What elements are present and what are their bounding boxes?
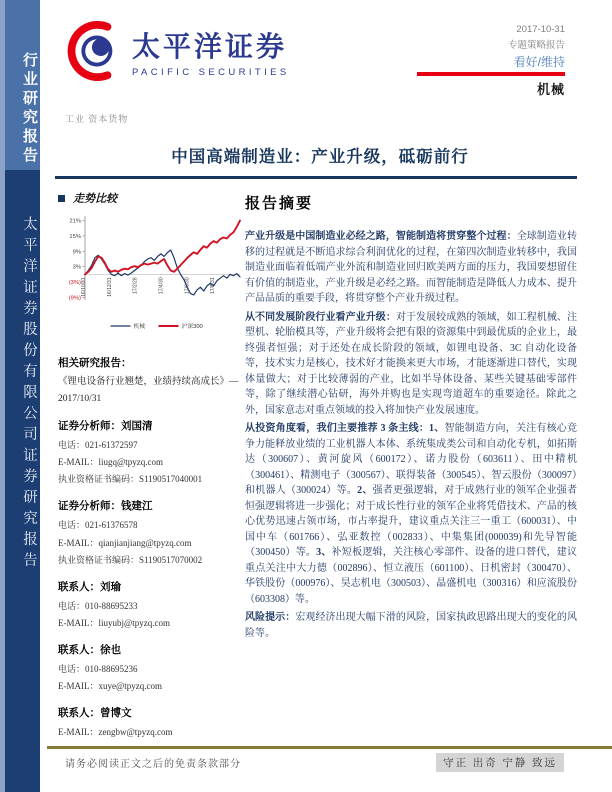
contact-phone: 电话：010-88695236	[58, 663, 138, 674]
svg-text:15%: 15%	[69, 233, 81, 240]
svg-text:机械: 机械	[133, 324, 146, 330]
svg-text:(9%): (9%)	[68, 295, 81, 302]
contact-email: E-MAIL：zengbw@tpyzq.com	[58, 727, 173, 738]
related-reports	[58, 355, 242, 408]
svg-text:(3%): (3%)	[68, 280, 81, 287]
svg-text:9%: 9%	[72, 249, 81, 256]
trend-comparison-chart	[58, 212, 244, 336]
svg-text:17/6/30: 17/6/30	[184, 277, 191, 295]
svg-text:3%: 3%	[72, 264, 81, 271]
contact-heading: 联系人：曾博文	[58, 708, 132, 720]
analyst-block-2	[58, 498, 242, 568]
sidebar-category-label: 行业研究报告	[21, 52, 37, 166]
p3-point1-num: 1、	[429, 423, 445, 434]
pacific-securities-logo-icon	[62, 20, 124, 82]
contact-block-2	[58, 642, 242, 695]
analyst-heading: 证券分析师：钱建江	[58, 501, 153, 513]
footer-motto: 守正 出奇 宁静 致远	[436, 753, 564, 772]
risk-lead: 风险提示：	[245, 612, 296, 623]
svg-text:17/4/30: 17/4/30	[158, 277, 165, 295]
risk-text: 宏观经济出现大幅下滑的风险，国家执政思路出现大的变化的风险等。	[245, 612, 577, 639]
rating-badge: 看好/维持	[513, 55, 565, 69]
p1-text: 全球制造业转移的过程就是不断追求综合利润优化的过程，在第四次制造业转移中，我国制造业面临着低端产业外流和制造业回归欧美两方面的压力，我国要想留住有价值的制造业，产业升级是必经之路。而智能制造是降低人力成本、提升产品品质的重要手段，将贯穿整个产业升级过程。	[245, 231, 577, 304]
trend-section-label: 走势比较	[73, 193, 117, 205]
rating-underline	[417, 72, 565, 76]
svg-text:沪深300: 沪深300	[181, 324, 203, 330]
contact-heading: 联系人：刘瑜	[58, 581, 121, 593]
analyst-cert: 执业资格证书编码：S1190517040001	[58, 474, 203, 485]
left-column	[58, 190, 242, 741]
brand-name-cn: 太平洋证券	[132, 30, 288, 62]
p2-text: 对于发展较成熟的领域，如工程机械、注塑机、轮胎模具等，产业升级将会把有限的资源集中到最优质的企业上，最终强者恒强；对于还处在成长阶段的领域，如锂电设备、3C 自动化设备等，技术实力是核心，技术好才能换来更大市场，才能逐渐进口替代，实现体量做大；对于比较薄弱的产业，比如半导体设备、某些关键基础零部件等，除了继续潜心钻研，海外并购也是实现弯道超车的重要途径。除此之外，国家意志对重点领域的投入将加快产业发展速度。	[245, 311, 577, 416]
summary-paragraph-1	[245, 229, 577, 307]
report-date: 2017-10-31	[516, 24, 565, 35]
analyst-cert: 执业资格证书编码：S1190517070002	[58, 554, 203, 565]
footer-disclaimer: 请务必阅读正文之后的免责条款部分	[65, 759, 241, 770]
p3-point1-text: 智能制造方向，关注有核心竞争力能释放业绩的工业机器人本体、系统集成类公司和自动化专机，如拓斯达（300607）、黄河旋风（600172）、诺力股份（603611）、田中精机（300461）、精测电子（300567）、联得装备（300545）、智云股份（300097）和机器人（300024）等。	[245, 423, 578, 496]
svg-text:17/2/28: 17/2/28	[132, 277, 139, 295]
contact-heading: 联系人：徐也	[58, 644, 121, 656]
page-main	[40, 0, 612, 792]
analyst-heading: 证券分析师：刘国清	[58, 421, 153, 433]
related-report-item: 《锂电设备行业翘楚，业绩持续高成长》—2017/10/31	[58, 377, 239, 405]
svg-text:16/10/31: 16/10/31	[81, 277, 87, 297]
p3-point2-num: 2、	[357, 485, 373, 496]
contact-email: E-MAIL：liuyubj@tpyzq.com	[58, 617, 171, 628]
svg-text:17/8/31: 17/8/31	[210, 277, 217, 295]
report-type: 专题策略报告	[507, 40, 565, 51]
page-title: 中国高端制造业：产业升级，砥砺前行	[171, 147, 469, 166]
footer-divider	[47, 746, 612, 749]
contact-email: E-MAIL：xuye@tpyzq.com	[58, 681, 163, 692]
summary-paragraph-3	[245, 421, 577, 607]
analyst-email: E-MAIL：qianjianjiang@tpyzq.com	[58, 537, 192, 548]
title-divider	[55, 176, 577, 179]
brand-name-en: PACIFIC SECURITIES	[132, 66, 290, 78]
sidebar-company-band	[5, 170, 40, 792]
header-meta	[365, 22, 565, 98]
svg-text:16/12/31: 16/12/31	[106, 277, 113, 297]
analyst-email: E-MAIL：liugq@tpyzq.com	[58, 457, 164, 468]
p3-point3-text: 补短板逻辑，关注核心零部件、设备的进口替代，建议重点关注中大力德（002896）、恒立液压（601100）、日机密封（300470）、华铁股份（000976）、昊志机电（300503）、晶盛机电（300316）和应流股份（603308）等。	[245, 547, 578, 605]
related-reports-heading: 相关研究报告：	[58, 358, 132, 369]
summary-heading: 报告摘要	[245, 196, 314, 212]
p3-point2-text: 强者更强逻辑，对于成熟行业的领军企业强者恒强逻辑将进一步强化；对于成长性行业的领军企业将凭借技术、产品的核心优势迅速占领市场，市占率提升，建议重点关注三一重工（600031）、中国中车（601766）、弘亚数控（002833）、中集集团(000039)和先导智能（300450）等。	[245, 485, 578, 558]
contact-block-1	[58, 579, 242, 632]
industry-label: 机械	[536, 81, 565, 97]
risk-paragraph	[245, 610, 577, 641]
brand-text	[132, 25, 290, 78]
company-logo	[62, 20, 290, 82]
report-summary	[245, 190, 577, 644]
breadcrumb: 工业 资本货物	[65, 114, 129, 124]
analyst-phone: 电话：021-61372597	[58, 440, 138, 451]
p3-lead: 从投资角度看，我们主要推荐 3 条主线：	[245, 423, 430, 434]
sidebar-report-category-band	[5, 0, 40, 170]
p1-lead: 产业升级是中国制造业必经之路，智能制造将贯穿整个过程：	[245, 231, 517, 242]
analyst-phone: 电话：021-61376578	[58, 520, 138, 531]
contact-phone: 电话：010-88695233	[58, 600, 138, 611]
analyst-block-1	[58, 418, 242, 488]
sidebar-company-label: 太平洋证券股份有限公司证券研究报告	[21, 216, 37, 573]
p3-point3-num: 3、	[316, 547, 332, 558]
trend-section-header	[58, 190, 242, 206]
summary-paragraph-2	[245, 310, 577, 419]
p2-lead: 从不同发展阶段行业看产业升级：	[245, 311, 396, 323]
contact-block-3	[58, 705, 242, 741]
square-bullet-icon	[58, 195, 65, 202]
svg-text:21%: 21%	[69, 218, 81, 225]
